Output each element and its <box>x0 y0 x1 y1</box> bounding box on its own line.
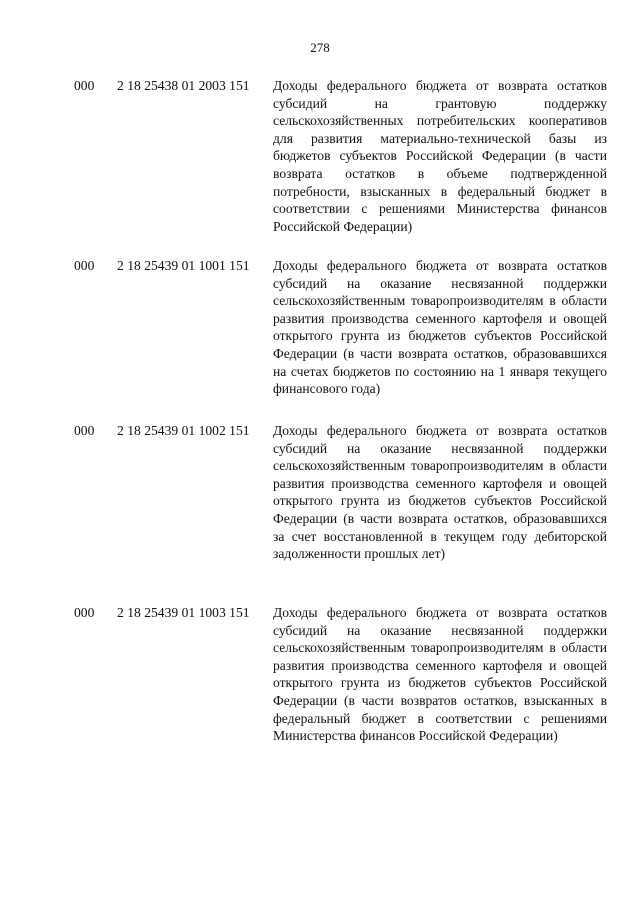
income-description: Доходы федерального бюджета от возврата остатков субсидий на грантовую поддержку сельскохозяйственных потребительских кооперативов для развития материально-технической базы из бюджетов субъектов Российской Федерации (в части возврата остатков в объеме подтвержденной потребности, взысканных в федеральный бюджет в соответствии с решениями Министерства финансов Российской Федерации) <box>273 78 607 234</box>
income-description: Доходы федерального бюджета от возврата остатков субсидий на оказание несвязанной поддержки сельскохозяйственным товаропроизводителям в области развития производства семенного картофеля и овощей открытого грунта из бюджетов субъектов Российской Федерации (в части возврата остатков, образовавшихся за счет восстановленной в текущем году дебиторской задолженности прошлых лет) <box>273 423 607 562</box>
income-description: Доходы федерального бюджета от возврата остатков субсидий на оказание несвязанной поддержки сельскохозяйственным товаропроизводителям в области развития производства семенного картофеля и овощей открытого грунта из бюджетов субъектов Российской Федерации (в части возвратов остатков, взысканных в федеральный бюджет в соответствии с решениями Министерства финансов Российской Федерации) <box>273 605 607 744</box>
budget-classification-code: 2 18 25438 01 2003 151 <box>117 78 250 93</box>
page-number: 278 <box>310 40 330 55</box>
budget-classification-code: 2 18 25439 01 1002 151 <box>117 423 250 438</box>
administrator-code: 000 <box>74 423 95 438</box>
administrator-code: 000 <box>74 78 95 93</box>
budget-code-entry <box>0 604 640 784</box>
budget-code-list <box>0 77 640 784</box>
budget-code-entry <box>0 257 640 422</box>
budget-classification-code: 2 18 25439 01 1003 151 <box>117 605 250 620</box>
administrator-code: 000 <box>74 605 95 620</box>
budget-code-entry <box>0 422 640 604</box>
income-description: Доходы федерального бюджета от возврата остатков субсидий на оказание несвязанной поддержки сельскохозяйственным товаропроизводителям в области развития производства семенного картофеля и овощей открытого грунта из бюджетов субъектов Российской Федерации (в части возврата остатков, образовавшихся на счетах бюджетов по состоянию на 1 января текущего финансового года) <box>273 258 607 397</box>
budget-classification-code: 2 18 25439 01 1001 151 <box>117 258 250 273</box>
administrator-code: 000 <box>74 258 95 273</box>
budget-code-entry <box>0 77 640 257</box>
